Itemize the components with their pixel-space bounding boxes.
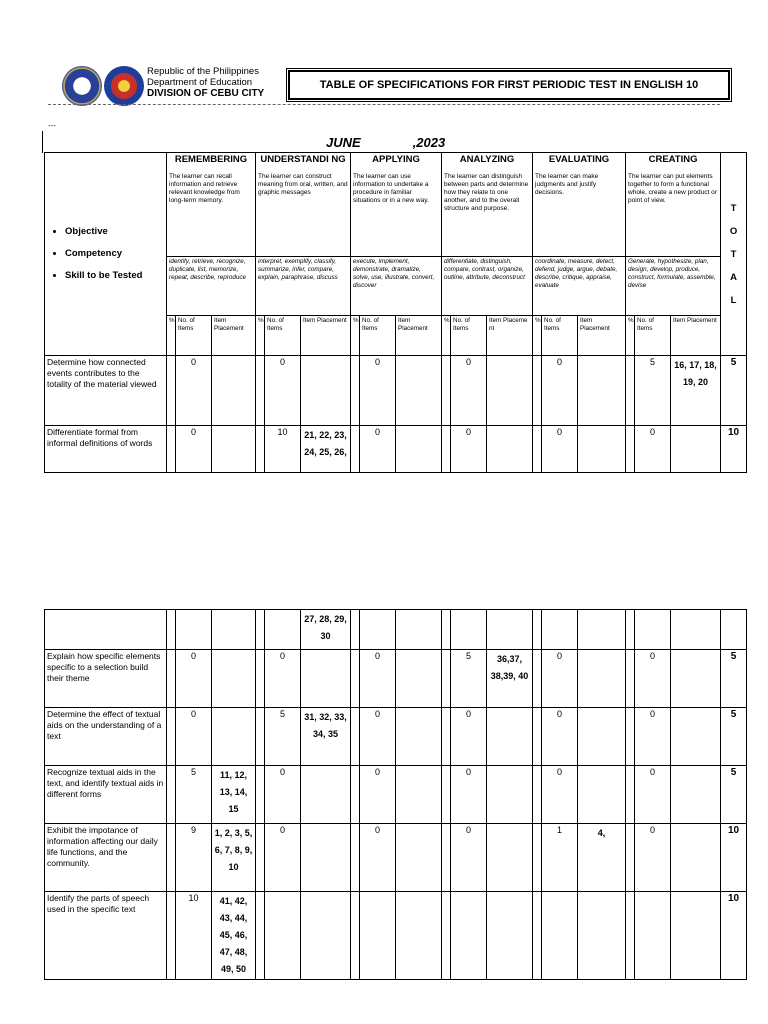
no-of-items-cell: 0 — [635, 426, 671, 473]
level-header-2 — [351, 153, 442, 257]
table-row — [45, 650, 747, 708]
subheader-percent: % — [167, 316, 176, 356]
no-of-items-cell: 0 — [360, 708, 396, 766]
percent-cell — [626, 766, 635, 824]
department-line: Department of Education — [147, 77, 253, 88]
item-placement-cell — [301, 766, 351, 824]
level-name: CREATING — [648, 154, 698, 165]
item-placement-cell — [396, 650, 442, 708]
no-of-items-cell: 0 — [176, 708, 212, 766]
total-cell: 5 — [721, 650, 747, 708]
subheader-item-placement: Item Placement — [212, 316, 256, 356]
item-placement-cell — [578, 426, 626, 473]
percent-cell — [167, 892, 176, 980]
total-cell — [721, 610, 747, 650]
republic-line: Republic of the Philippines — [147, 66, 259, 77]
percent-cell — [256, 892, 265, 980]
no-of-items-cell: 0 — [542, 766, 578, 824]
no-of-items-cell — [451, 610, 487, 650]
total-letter: O — [729, 225, 738, 237]
level-header-4 — [533, 153, 626, 257]
item-placement-cell — [396, 766, 442, 824]
table-row — [45, 766, 747, 824]
level-verbs: identify, retrieve, recognize, duplicate, list, memorize, repeat, describe, reproduce — [167, 257, 256, 316]
objective-list-item: • Competency — [65, 243, 164, 265]
percent-cell — [167, 824, 176, 892]
item-placement-cell — [671, 824, 721, 892]
total-cell: 10 — [721, 824, 747, 892]
specifications-table-continued — [44, 609, 747, 980]
percent-cell — [533, 610, 542, 650]
item-placement-cell — [396, 356, 442, 426]
total-letter: L — [730, 294, 737, 306]
no-of-items-cell: 0 — [360, 426, 396, 473]
item-placement-cell — [578, 650, 626, 708]
percent-cell — [626, 610, 635, 650]
level-description: The learner can recall information and retrieve relevant knowledge from long-term memory. — [169, 173, 240, 204]
no-of-items-cell: 0 — [265, 766, 301, 824]
no-of-items-cell: 10 — [176, 892, 212, 980]
subheader-item-placement: Item Placement — [396, 316, 442, 356]
total-letter: T — [730, 202, 737, 214]
level-verbs: Generate, hypothesize, plan, design, develop, produce, construct, formulate, assemble, devise — [626, 257, 721, 316]
no-of-items-cell: 5 — [176, 766, 212, 824]
percent-cell — [167, 610, 176, 650]
item-placement-cell: 16, 17, 18, 19, 20 — [671, 356, 721, 426]
level-description: The learner can distinguish between parts and determine how they relate to one another, and to the overall structure and purpose. — [444, 173, 529, 212]
percent-cell — [167, 650, 176, 708]
item-placement-cell: 1, 2, 3, 5, 6, 7, 8, 9, 10 — [212, 824, 256, 892]
no-of-items-cell: 5 — [265, 708, 301, 766]
competency-cell: Determine how connected events contributes to the totality of the material viewed — [45, 356, 167, 426]
item-placement-cell — [396, 426, 442, 473]
item-placement-cell — [212, 650, 256, 708]
no-of-items-cell: 0 — [451, 356, 487, 426]
percent-cell — [533, 766, 542, 824]
percent-cell — [256, 426, 265, 473]
table-row — [45, 824, 747, 892]
subheader-percent: % — [442, 316, 451, 356]
no-of-items-cell: 0 — [542, 356, 578, 426]
percent-cell — [626, 426, 635, 473]
no-of-items-cell: 0 — [451, 426, 487, 473]
item-placement-cell — [487, 610, 533, 650]
table-row — [45, 708, 747, 766]
item-placement-cell — [671, 892, 721, 980]
table-row — [45, 356, 747, 426]
level-header-0 — [167, 153, 256, 257]
subheader-item-placement: Item Placement — [671, 316, 721, 356]
competency-cell: Identify the parts of speech used in the specific text — [45, 892, 167, 980]
no-of-items-cell: 5 — [635, 356, 671, 426]
objective-header-cell — [45, 153, 167, 356]
no-of-items-cell — [360, 610, 396, 650]
item-placement-cell — [487, 824, 533, 892]
level-description: The learner can put elements together to form a functional whole, create a new product or point of view. — [628, 173, 717, 204]
item-placement-cell: 31, 32, 33, 34, 35 — [301, 708, 351, 766]
item-placement-cell — [396, 824, 442, 892]
no-of-items-cell: 10 — [265, 426, 301, 473]
total-header-cell — [721, 153, 747, 356]
item-placement-cell — [578, 708, 626, 766]
percent-cell — [167, 708, 176, 766]
percent-cell — [351, 766, 360, 824]
item-placement-cell — [396, 610, 442, 650]
level-verbs: coordinate, measure, detect, defend, judge, argue, debate, describe, critique, appraise, evaluate — [533, 257, 626, 316]
no-of-items-cell: 0 — [451, 766, 487, 824]
no-of-items-cell: 0 — [542, 650, 578, 708]
subheader-no-of-items: No. of Items — [451, 316, 487, 356]
no-of-items-cell — [542, 610, 578, 650]
percent-cell — [442, 356, 451, 426]
percent-cell — [256, 708, 265, 766]
item-placement-cell — [301, 892, 351, 980]
no-of-items-cell: 0 — [635, 766, 671, 824]
no-of-items-cell: 0 — [635, 708, 671, 766]
item-placement-cell — [671, 610, 721, 650]
division-line: DIVISION OF CEBU CITY — [147, 88, 265, 99]
subheader-percent: % — [351, 316, 360, 356]
no-of-items-cell: 0 — [542, 708, 578, 766]
subheader-no-of-items: No. of Items — [176, 316, 212, 356]
percent-cell — [533, 356, 542, 426]
competency-cell: Exhibit the impotance of information affecting our daily life functions, and the community. — [45, 824, 167, 892]
item-placement-cell: 41, 42, 43, 44, 45, 46, 47, 48, 49, 50 — [212, 892, 256, 980]
item-placement-cell — [487, 426, 533, 473]
no-of-items-cell — [360, 892, 396, 980]
agency-header — [147, 66, 264, 99]
total-cell: 5 — [721, 766, 747, 824]
cursor-bar — [42, 131, 43, 153]
table-row — [45, 610, 747, 650]
no-of-items-cell — [635, 892, 671, 980]
item-placement-cell — [301, 650, 351, 708]
objective-list-item: • Skill to be Tested — [65, 265, 164, 287]
subheader-percent: % — [533, 316, 542, 356]
dashed-divider — [48, 104, 720, 105]
percent-cell — [442, 708, 451, 766]
percent-cell — [442, 610, 451, 650]
subheader-percent: % — [626, 316, 635, 356]
no-of-items-cell: 9 — [176, 824, 212, 892]
percent-cell — [533, 650, 542, 708]
dashed-divider-tail: --- — [48, 121, 56, 130]
percent-cell — [256, 824, 265, 892]
date-line — [326, 135, 445, 150]
percent-cell — [167, 766, 176, 824]
item-placement-cell — [578, 610, 626, 650]
level-verbs: execute, implement, demonstrate, dramatize, solve, use, illustrate, convert, discover — [351, 257, 442, 316]
level-header-5 — [626, 153, 721, 257]
percent-cell — [626, 650, 635, 708]
date-month: JUNE — [326, 135, 361, 150]
level-name: ANALYZING — [459, 154, 515, 165]
no-of-items-cell — [451, 892, 487, 980]
item-placement-cell — [487, 892, 533, 980]
percent-cell — [351, 356, 360, 426]
no-of-items-cell: 0 — [635, 824, 671, 892]
no-of-items-cell — [265, 892, 301, 980]
level-description: The learner can construct meaning from oral, written, and graphic messages — [258, 173, 348, 196]
percent-cell — [626, 356, 635, 426]
percent-cell — [351, 824, 360, 892]
competency-cell — [45, 610, 167, 650]
no-of-items-cell — [265, 610, 301, 650]
item-placement-cell — [671, 708, 721, 766]
no-of-items-cell: 0 — [176, 356, 212, 426]
level-description: The learner can make judgments and justify decisions. — [535, 173, 599, 196]
percent-cell — [256, 356, 265, 426]
no-of-items-cell: 0 — [176, 426, 212, 473]
no-of-items-cell: 0 — [265, 356, 301, 426]
percent-cell — [167, 426, 176, 473]
level-name: EVALUATING — [548, 154, 610, 165]
item-placement-cell — [396, 708, 442, 766]
level-header-3 — [442, 153, 533, 257]
deped-seal-logo — [62, 66, 102, 106]
no-of-items-cell: 0 — [265, 650, 301, 708]
subheader-item-placement: Item Placement — [301, 316, 351, 356]
percent-cell — [442, 892, 451, 980]
no-of-items-cell: 0 — [176, 650, 212, 708]
subheader-no-of-items: No. of Items — [265, 316, 301, 356]
no-of-items-cell: 5 — [451, 650, 487, 708]
no-of-items-cell: 0 — [542, 426, 578, 473]
level-name: REMEMBERING — [174, 154, 248, 165]
percent-cell — [256, 610, 265, 650]
no-of-items-cell: 0 — [360, 650, 396, 708]
percent-cell — [256, 766, 265, 824]
level-name: APPLYING — [372, 154, 420, 165]
item-placement-cell: 11, 12, 13, 14, 15 — [212, 766, 256, 824]
objective-list-item: • Objective — [65, 221, 164, 243]
level-description: The learner can use information to undertake a procedure in familiar situations or in a new way. — [353, 173, 429, 204]
level-name: UNDERSTANDI NG — [260, 154, 346, 165]
total-cell: 10 — [721, 426, 747, 473]
subheader-no-of-items: No. of Items — [635, 316, 671, 356]
no-of-items-cell: 0 — [360, 356, 396, 426]
percent-cell — [626, 708, 635, 766]
total-cell: 10 — [721, 892, 747, 980]
item-placement-cell — [671, 426, 721, 473]
percent-cell — [533, 708, 542, 766]
item-placement-cell: 21, 22, 23, 24, 25, 26, — [301, 426, 351, 473]
percent-cell — [442, 824, 451, 892]
subheader-percent: % — [256, 316, 265, 356]
item-placement-cell: 36,37, 38,39, 40 — [487, 650, 533, 708]
objective-list — [51, 221, 164, 287]
document-title: TABLE OF SPECIFICATIONS FOR FIRST PERIODIC TEST IN ENGLISH 10 — [288, 70, 730, 100]
percent-cell — [533, 824, 542, 892]
competency-cell: Differentiate formal from informal definitions of words — [45, 426, 167, 473]
competency-cell: Explain how specific elements specific to a selection build their theme — [45, 650, 167, 708]
no-of-items-cell: 0 — [360, 824, 396, 892]
item-placement-cell — [301, 356, 351, 426]
no-of-items-cell: 0 — [635, 650, 671, 708]
no-of-items-cell: 0 — [265, 824, 301, 892]
table-row — [45, 426, 747, 473]
item-placement-cell — [212, 708, 256, 766]
subheader-no-of-items: No. of Items — [542, 316, 578, 356]
percent-cell — [533, 892, 542, 980]
competency-cell: Determine the effect of textual aids on the understanding of a text — [45, 708, 167, 766]
level-verbs: differentiate, distinguish, compare, contrast, organize, outline, attribute, deconstruct — [442, 257, 533, 316]
table-row — [45, 892, 747, 980]
total-letter: A — [730, 271, 737, 283]
percent-cell — [442, 650, 451, 708]
no-of-items-cell: 0 — [451, 824, 487, 892]
percent-cell — [442, 766, 451, 824]
percent-cell — [256, 650, 265, 708]
subheader-item-placement: Item Placement — [578, 316, 626, 356]
no-of-items-cell: 0 — [451, 708, 487, 766]
percent-cell — [351, 892, 360, 980]
item-placement-cell — [487, 356, 533, 426]
percent-cell — [442, 426, 451, 473]
percent-cell — [351, 426, 360, 473]
no-of-items-cell — [176, 610, 212, 650]
no-of-items-cell: 0 — [360, 766, 396, 824]
item-placement-cell — [301, 824, 351, 892]
item-placement-cell: 27, 28, 29, 30 — [301, 610, 351, 650]
level-verbs: interpret, exemplify, classify, summarize, infer, compare, explain, paraphrase, discuss — [256, 257, 351, 316]
item-placement-cell — [212, 356, 256, 426]
level-header-1 — [256, 153, 351, 257]
item-placement-cell: 4, — [578, 824, 626, 892]
subheader-item-placement: Item Placeme nt — [487, 316, 533, 356]
percent-cell — [626, 892, 635, 980]
item-placement-cell — [487, 766, 533, 824]
item-placement-cell — [578, 356, 626, 426]
percent-cell — [351, 610, 360, 650]
percent-cell — [533, 426, 542, 473]
date-year: ,2023 — [412, 135, 446, 150]
item-placement-cell — [396, 892, 442, 980]
percent-cell — [351, 650, 360, 708]
no-of-items-cell — [542, 892, 578, 980]
percent-cell — [626, 824, 635, 892]
percent-cell — [351, 708, 360, 766]
total-cell: 5 — [721, 356, 747, 426]
competency-cell: Recognize textual aids in the text, and identify textual aids in different forms — [45, 766, 167, 824]
subheader-no-of-items: No. of Items — [360, 316, 396, 356]
no-of-items-cell: 1 — [542, 824, 578, 892]
item-placement-cell — [212, 426, 256, 473]
item-placement-cell — [212, 610, 256, 650]
item-placement-cell — [671, 650, 721, 708]
division-seal-logo — [104, 66, 144, 106]
item-placement-cell — [487, 708, 533, 766]
percent-cell — [167, 356, 176, 426]
item-placement-cell — [578, 766, 626, 824]
item-placement-cell — [578, 892, 626, 980]
specifications-table — [44, 152, 747, 473]
no-of-items-cell — [635, 610, 671, 650]
item-placement-cell — [671, 766, 721, 824]
total-letter: T — [730, 248, 737, 260]
total-cell: 5 — [721, 708, 747, 766]
